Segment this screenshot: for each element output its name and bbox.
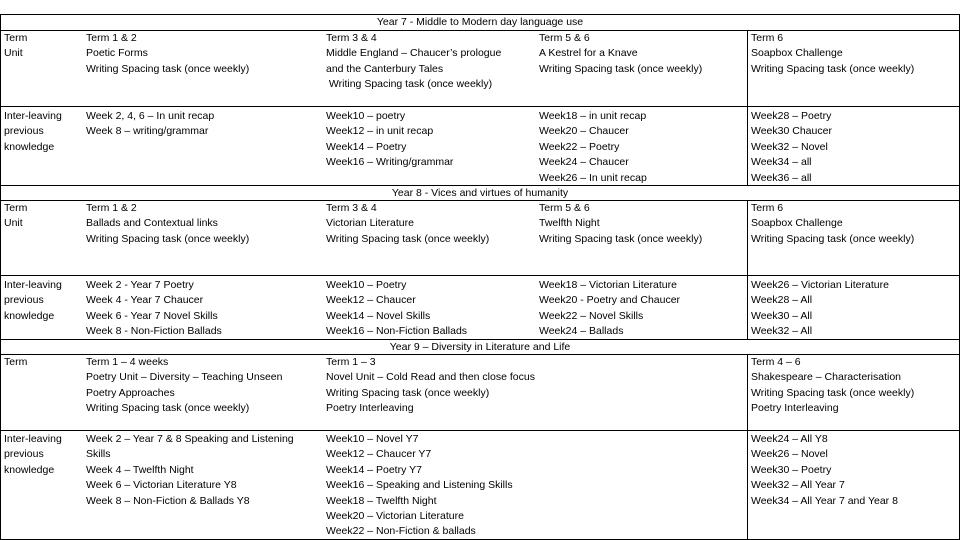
term-5-6-cell xyxy=(535,278,680,340)
cell-line: Week32 – All xyxy=(751,325,813,338)
row-label xyxy=(0,355,27,370)
cell-line: Week26 – Victorian Literature xyxy=(751,279,889,291)
label-line: Unit xyxy=(4,47,23,60)
cell-line: Writing Spacing task (once weekly) xyxy=(86,402,250,415)
cell-line: Week 8 – Non-Fiction & Ballads Y8 xyxy=(86,494,250,507)
row-divider xyxy=(0,430,960,431)
cell-line: Week 4 - Year 7 Chaucer xyxy=(86,294,204,307)
cell-line: Week36 – all xyxy=(751,171,812,184)
label-line: previous xyxy=(4,125,44,138)
cell-line: Week26 – Novel xyxy=(751,448,828,461)
table-border xyxy=(0,14,960,15)
cell-line: Twelfth Night xyxy=(539,217,600,230)
cell-line: Week 6 – Victorian Literature Y8 xyxy=(86,479,237,492)
label-line: knowledge xyxy=(4,463,55,476)
cell-line: Poetry Approaches xyxy=(86,386,175,399)
term-1-4-weeks-cell xyxy=(82,355,283,417)
row-label xyxy=(0,109,62,155)
cell-line: Week 4 – Twelfth Night xyxy=(86,463,194,476)
cell-line: Week18 – Victorian Literature xyxy=(539,279,677,291)
row-label xyxy=(0,278,62,324)
cell-line: Novel Unit – Cold Read and then close focus xyxy=(326,371,535,384)
cell-line: Week12 – in unit recap xyxy=(326,125,434,138)
term-4-6-cell xyxy=(747,355,914,417)
cell-line: Week24 – Chaucer xyxy=(539,156,629,169)
label-line: Inter-leaving xyxy=(4,433,62,445)
label-line: Unit xyxy=(4,217,23,230)
label-line: previous xyxy=(4,294,44,307)
row-divider xyxy=(0,354,960,355)
term-6-cell xyxy=(747,31,914,77)
cell-line: Week18 – in unit recap xyxy=(539,110,647,122)
cell-line: Term 1 – 3 xyxy=(326,356,376,368)
label-line: previous xyxy=(4,448,44,461)
term-1-2-cell xyxy=(82,278,222,340)
cell-line: Week34 – all xyxy=(751,156,812,169)
cell-line: Week 8 - Non-Fiction Ballads xyxy=(86,325,222,338)
term-1-2-cell xyxy=(82,201,249,247)
cell-line: Term 6 xyxy=(751,202,784,214)
cell-line: Victorian Literature xyxy=(326,217,414,230)
cell-line: Week 8 – writing/grammar xyxy=(86,125,209,138)
cell-line: Week16 – Speaking and Listening Skills xyxy=(326,479,513,492)
cell-line: Writing Spacing task (once weekly) xyxy=(326,386,490,399)
cell-line: Term 3 & 4 xyxy=(326,202,377,214)
term-3-4-cell xyxy=(322,109,453,171)
label-line: knowledge xyxy=(4,309,55,322)
term-1-3-cell xyxy=(322,355,535,417)
cell-line: Writing Spacing task (once weekly) xyxy=(539,232,703,245)
cell-line: Soapbox Challenge xyxy=(751,217,843,230)
row-divider xyxy=(0,275,960,276)
cell-line: Term 5 & 6 xyxy=(539,32,590,44)
cell-line: Writing Spacing task (once weekly) xyxy=(86,62,250,75)
cell-line: Ballads and Contextual links xyxy=(86,217,218,230)
cell-line: Week22 – Poetry xyxy=(539,140,620,153)
cell-line: Poetry Interleaving xyxy=(751,402,839,415)
row-label xyxy=(0,31,27,62)
term-6-cell xyxy=(747,109,832,186)
term-6-cell xyxy=(747,278,889,340)
term-1-2-cell xyxy=(82,31,249,77)
term-3-4-cell xyxy=(322,31,501,93)
row-divider xyxy=(0,30,960,31)
cell-line: Term 5 & 6 xyxy=(539,202,590,214)
label-line: Inter-leaving xyxy=(4,110,62,122)
cell-line: Writing Spacing task (once weekly) xyxy=(751,62,915,75)
cell-line: Term 1 & 2 xyxy=(86,202,137,214)
cell-line: Soapbox Challenge xyxy=(751,47,843,60)
row-divider xyxy=(0,185,960,186)
cell-line: Writing Spacing task (once weekly) xyxy=(326,232,490,245)
term-5-6-cell xyxy=(535,109,647,186)
term-3-4-cell xyxy=(322,278,467,340)
cell-line: Week10 – poetry xyxy=(326,110,406,122)
row-divider xyxy=(0,106,960,107)
cell-line: Week14 – Novel Skills xyxy=(326,309,431,322)
cell-line: Shakespeare – Characterisation xyxy=(751,371,902,384)
cell-line: Poetic Forms xyxy=(86,47,148,60)
label-line: knowledge xyxy=(4,140,55,153)
cell-line: Week22 – Non-Fiction & ballads xyxy=(326,525,476,538)
cell-line: Writing Spacing task (once weekly) xyxy=(751,386,915,399)
cell-line: Term 3 & 4 xyxy=(326,32,377,44)
cell-line: Writing Spacing task (once weekly) xyxy=(539,62,703,75)
cell-line: Week 6 - Year 7 Novel Skills xyxy=(86,309,218,322)
cell-line: Middle England – Chaucer’s prologue xyxy=(326,47,502,60)
cell-line: Week18 – Twelfth Night xyxy=(326,494,437,507)
column-divider xyxy=(747,200,748,339)
cell-line: Week 2 - Year 7 Poetry xyxy=(86,279,194,291)
cell-line: Week20 – Chaucer xyxy=(539,125,629,138)
term-4-6-cell xyxy=(747,432,898,509)
term-5-6-cell xyxy=(535,201,702,247)
table-border xyxy=(0,14,1,540)
cell-line: Skills xyxy=(86,448,111,461)
cell-line: Week30 – All xyxy=(751,309,813,322)
cell-line: Week22 – Novel Skills xyxy=(539,309,644,322)
cell-line: Week28 – All xyxy=(751,294,813,307)
cell-line: Writing Spacing task (once weekly) xyxy=(86,232,250,245)
term-6-cell xyxy=(747,201,914,247)
term-5-6-cell xyxy=(535,31,702,77)
cell-line: Term 1 – 4 weeks xyxy=(86,356,169,368)
cell-line: Week16 – Non-Fiction Ballads xyxy=(326,325,468,338)
cell-line: Week30 Chaucer xyxy=(751,125,832,138)
term-1-4-weeks-cell xyxy=(82,432,294,509)
term-1-3-cell xyxy=(322,432,513,540)
cell-line: Week 2, 4, 6 – In unit recap xyxy=(86,110,215,122)
cell-line: Week34 – All Year 7 and Year 8 xyxy=(751,494,898,507)
cell-line: Week10 – Novel Y7 xyxy=(326,433,419,445)
row-label xyxy=(0,201,27,232)
cell-line: Week20 – Victorian Literature xyxy=(326,510,464,523)
row-divider xyxy=(0,200,960,201)
row-label xyxy=(0,432,62,478)
cell-line: Week32 – Novel xyxy=(751,140,828,153)
cell-line: Week 2 – Year 7 & 8 Speaking and Listening xyxy=(86,433,294,445)
column-divider xyxy=(747,354,748,539)
cell-line: Week28 – Poetry xyxy=(751,110,832,122)
cell-line: Week12 – Chaucer xyxy=(326,294,416,307)
label-line: Term xyxy=(4,202,28,214)
cell-line: Term 6 xyxy=(751,32,784,44)
cell-line: Writing Spacing task (once weekly) xyxy=(326,78,493,91)
label-line: Inter-leaving xyxy=(4,279,62,291)
cell-line: Week26 – In unit recap xyxy=(539,171,647,184)
column-divider xyxy=(747,30,748,185)
year9-title: Year 9 – Diversity in Literature and Life xyxy=(389,341,571,353)
cell-line: Term 4 – 6 xyxy=(751,356,801,368)
cell-line: Week16 – Writing/grammar xyxy=(326,156,454,169)
cell-line: Week20 - Poetry and Chaucer xyxy=(539,294,681,307)
cell-line: Poetry Unit – Diversity – Teaching Unseen xyxy=(86,371,283,384)
cell-line: Week14 – Poetry Y7 xyxy=(326,463,422,476)
term-1-2-cell xyxy=(82,109,214,140)
label-line: Term xyxy=(4,356,28,368)
cell-line: Week24 – All Y8 xyxy=(751,433,828,445)
row-divider xyxy=(0,339,960,340)
cell-line: Writing Spacing task (once weekly) xyxy=(751,232,915,245)
cell-line: Week12 – Chaucer Y7 xyxy=(326,448,432,461)
cell-line: Week30 – Poetry xyxy=(751,463,832,476)
cell-line: Week32 – All Year 7 xyxy=(751,479,845,492)
cell-line: Week14 – Poetry xyxy=(326,140,407,153)
cell-line: Week10 – Poetry xyxy=(326,279,407,291)
cell-line: and the Canterbury Tales xyxy=(326,62,444,75)
year8-title: Year 8 - Vices and virtues of humanity xyxy=(391,187,569,199)
cell-line: A Kestrel for a Knave xyxy=(539,47,638,60)
year7-title: Year 7 - Middle to Modern day language use xyxy=(376,16,584,28)
label-line: Term xyxy=(4,32,28,44)
cell-line: Poetry Interleaving xyxy=(326,402,414,415)
term-3-4-cell xyxy=(322,201,489,247)
cell-line: Week24 – Ballads xyxy=(539,325,624,338)
cell-line: Term 1 & 2 xyxy=(86,32,137,44)
